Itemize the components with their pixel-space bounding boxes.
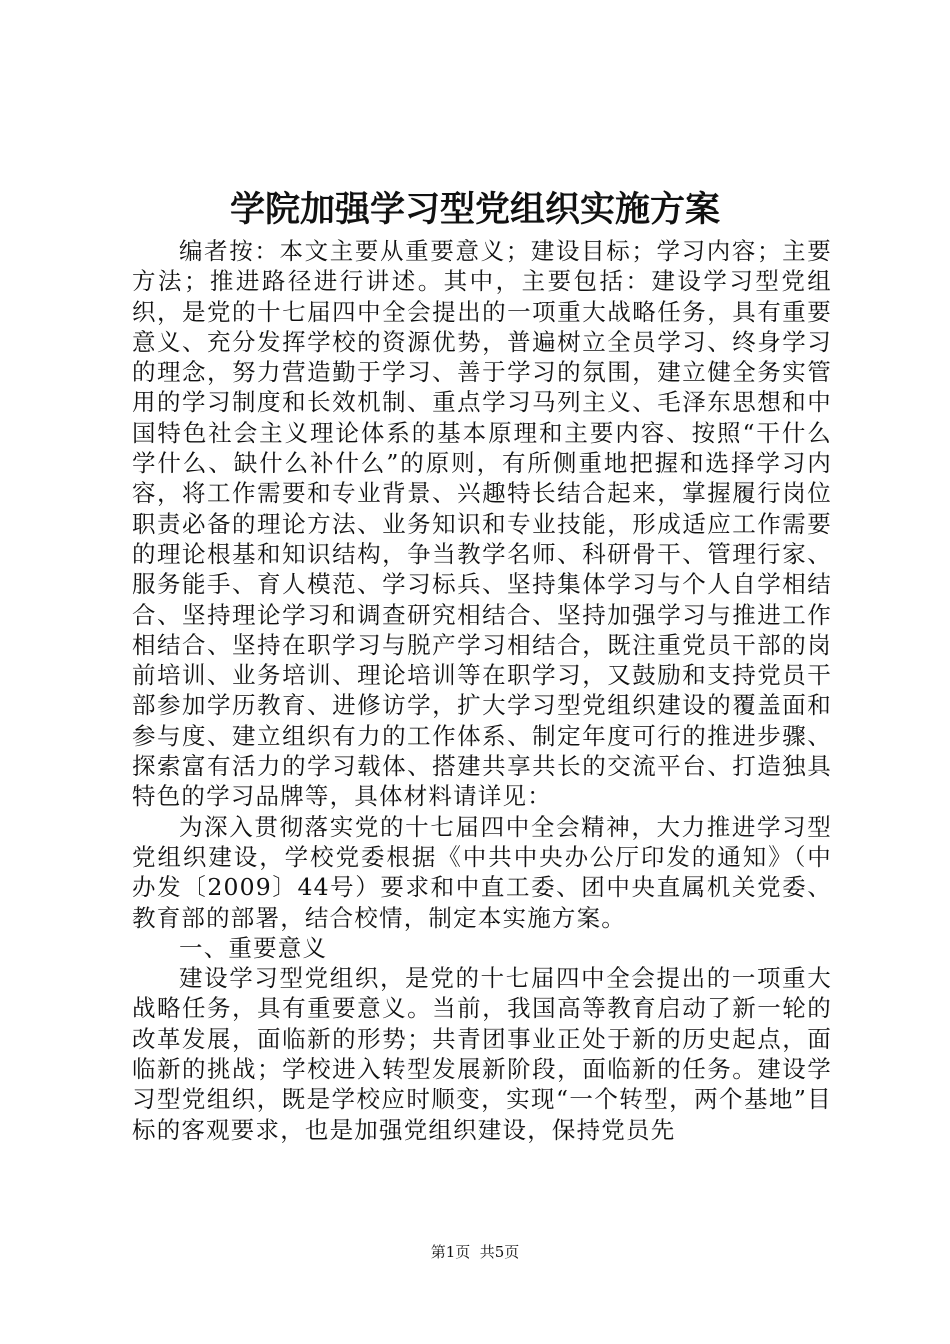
page-number: 第1页 共5页 <box>430 1243 520 1261</box>
document-body <box>132 236 832 1145</box>
intro-paragraph: 为深入贯彻落实党的十七届四中全会精神，大力推进学习型党组织建设，学校党委根据《中共中央办公厅印发的通知》（中办发〔2009〕44号）要求和中直工委、团中央直属机关党委、教育部的部署，结合校情，制定本实施方案。 <box>132 812 832 932</box>
editor-note-paragraph: 编者按：本文主要从重要意义；建设目标；学习内容；主要方法；推进路径进行讲述。其中，主要包括：建设学习型党组织，是党的十七届四中全会提出的一项重大战略任务，具有重要意义、充分发挥学校的资源优势，普遍树立全员学习、终身学习的理念，努力营造勤于学习、善于学习的氛围，建立健全务实管用的学习制度和长效机制、重点学习马列主义、毛泽东思想和中国特色社会主义理论体系的基本原理和主要内容、按照“干什么学什么、缺什么补什么”的原则，有所侧重地把握和选择学习内容，将工作需要和专业背景、兴趣特长结合起来，掌握履行岗位职责必备的理论方法、业务知识和专业技能，形成适应工作需要的理论根基和知识结构，争当教学名师、科研骨干、管理行家、服务能手、育人模范、学习标兵、坚持集体学习与个人自学相结合、坚持理论学习和调查研究相结合、坚持加强学习与推进工作相结合、坚持在职学习与脱产学习相结合，既注重党员干部的岗前培训、业务培训、理论培训等在职学习，又鼓励和支持党员干部参加学历教育、进修访学，扩大学习型党组织建设的覆盖面和参与度、建立组织有力的工作体系、制定年度可行的推进步骤、探索富有活力的学习载体、搭建共享共长的交流平台、打造独具特色的学习品牌等，具体材料请详见： <box>132 237 832 811</box>
document-title: 学院加强学习型党组织实施方案 <box>229 189 720 230</box>
page-footer <box>0 1242 950 1262</box>
section-paragraph: 建设学习型党组织，是党的十七届四中全会提出的一项重大战略任务，具有重要意义。当前，我国高等教育启动了新一轮的改革发展，面临新的形势；共青团事业正处于新的历史起点，面临新的挑战；学校进入转型发展新阶段，面临新的任务。建设学习型党组织，既是学校应时顺变，实现“一个转型，两个基地”目标的客观要求，也是加强党组织建设，保持党员先 <box>132 964 832 1144</box>
section-heading: 一、重要意义 <box>179 933 328 962</box>
